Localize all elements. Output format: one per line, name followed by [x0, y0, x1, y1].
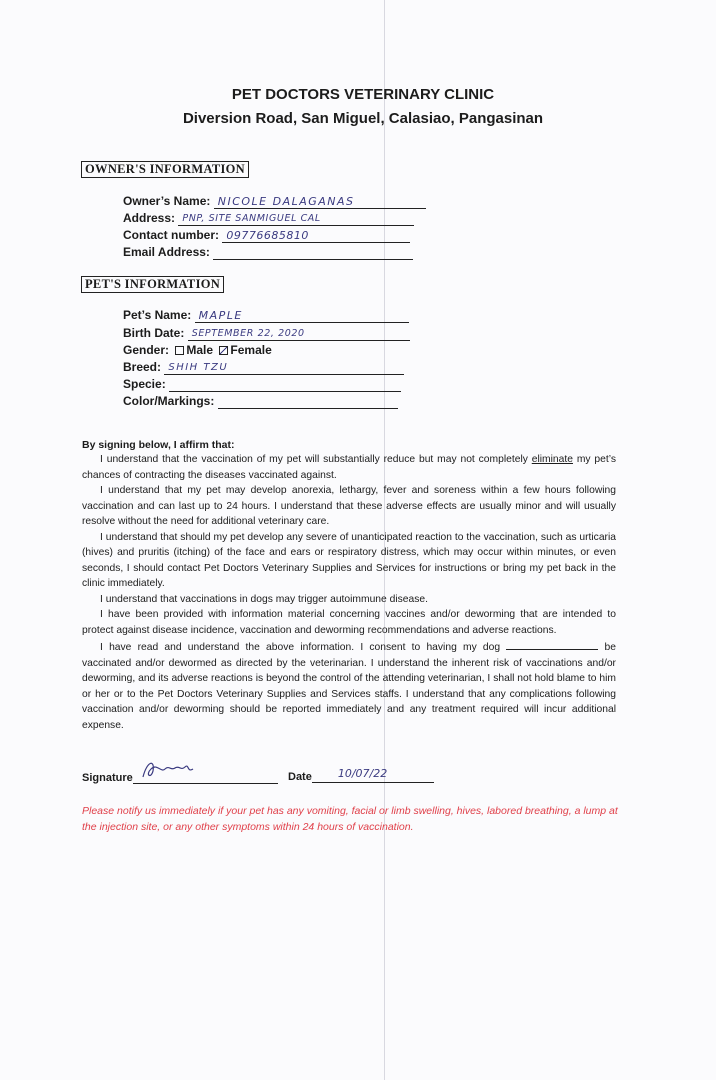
signature-row: [82, 767, 278, 784]
specie-row: [123, 376, 401, 392]
breed-label: Breed:: [123, 360, 162, 374]
signature-label: Signature: [82, 772, 133, 784]
consent-p1-part-a: I understand that the vaccination of my pet will substantially reduce but may not completely: [100, 454, 532, 465]
consent-intro: By signing below, I affirm that:: [82, 439, 235, 451]
post-vaccination-notice: Please notify us immediately if your pet has any vomiting, facial or limb swelling, hives, labored breathing, a lump at the injection site, or any other symptoms within 24 hours of vaccination.: [82, 805, 618, 833]
consent-p1-part-b: my pet’s chances of contracting the diseases vaccinated against.: [82, 454, 616, 481]
date-field[interactable]: 10/07/22: [312, 767, 434, 783]
female-checkbox[interactable]: [219, 346, 228, 355]
breed-row: [123, 359, 404, 375]
consent-p1-underlined: eliminate: [531, 454, 573, 465]
consent-paragraph-5: I have been provided with information material concerning vaccines and/or deworming that are intended to protect against disease incidence, vaccination and deworming recommendations and adverse reactions.: [82, 609, 616, 636]
contact-row: [123, 227, 410, 243]
dog-name-blank[interactable]: [506, 638, 598, 650]
address-row: [123, 210, 414, 226]
email-field[interactable]: [213, 245, 413, 260]
birth-date-label: Birth Date:: [123, 326, 185, 340]
pet-name-label: Pet’s Name:: [123, 308, 192, 322]
owner-name-row: [123, 193, 426, 209]
address-field[interactable]: PNP, SITE SANMIGUEL CAL: [178, 211, 414, 226]
pet-section-heading: PET'S INFORMATION: [81, 276, 224, 293]
consent-paragraph-6: [82, 638, 616, 733]
signature-scribble: [137, 757, 217, 781]
consent-paragraph-4: I understand that vaccinations in dogs may trigger autoimmune disease.: [100, 593, 428, 605]
gender-row: [123, 342, 272, 358]
breed-field[interactable]: SHIH TZU: [164, 360, 404, 375]
email-row: [123, 244, 413, 260]
date-row: [288, 767, 434, 783]
birth-date-row: [123, 325, 410, 341]
male-checkbox[interactable]: [175, 346, 184, 355]
consent-paragraph-3: I understand that should my pet develop any severe of unanticipated reaction to the vaccination, such as urticaria (hives) and pruritis (itching) of the face and ears or respiratory distress, which may occur within minutes, or even seconds, I should contact Pet Doctors Veterinary Supplies and Services for instructions or bring my pet back in the clinic immediately.: [82, 531, 616, 589]
specie-field[interactable]: [169, 377, 401, 392]
clinic-address: Diversion Road, San Miguel, Calasiao, Pangasinan: [182, 110, 544, 127]
clinic-name: PET DOCTORS VETERINARY CLINIC: [231, 86, 495, 103]
pet-name-field[interactable]: MAPLE: [195, 308, 409, 323]
email-label: Email Address:: [123, 245, 210, 259]
female-option-label: Female: [230, 343, 272, 357]
signature-field[interactable]: [133, 767, 278, 784]
pet-name-row: [123, 307, 409, 323]
consent-p6-part-a: I have read and understand the above information. I consent to having my dog: [100, 642, 507, 653]
color-label: Color/Markings:: [123, 394, 215, 408]
specie-label: Specie:: [123, 377, 166, 391]
consent-paragraph-2: I understand that my pet may develop anorexia, lethargy, fever and soreness within a few hours following vaccination and can last up to 24 hours. I understand that these adverse effects are usually minor and will usually resolve without the need for additional veterinary care.: [82, 485, 616, 527]
owner-name-field[interactable]: NICOLE DALAGANAS: [214, 194, 426, 209]
owner-name-label: Owner’s Name:: [123, 194, 211, 208]
birth-date-field[interactable]: SEPTEMBER 22, 2020: [188, 326, 410, 341]
consent-body: [82, 452, 616, 733]
contact-field[interactable]: 09776685810: [222, 228, 410, 243]
color-row: [123, 393, 398, 409]
color-field[interactable]: [218, 394, 398, 409]
contact-label: Contact number:: [123, 228, 219, 242]
address-label: Address:: [123, 211, 176, 225]
owner-section-heading: OWNER'S INFORMATION: [81, 161, 249, 178]
gender-label: Gender:: [123, 343, 170, 357]
male-option-label: Male: [186, 343, 214, 357]
consent-paragraph-1: [82, 452, 616, 483]
consent-p6-part-b: be vaccinated and/or dewormed as directed by the veterinarian. I understand the inherent risk of vaccinations and/or deworming, and its adverse reactions is beyond the control of the attending veterinarian, I shall not hold blame to him or her or to the Pet Doctors Veterinary Supplies and Services staffs. I understand that any complications following vaccination and/or deworming should be reported immediately and any treatment required will incur additional expense.: [82, 642, 616, 731]
date-label: Date: [288, 771, 312, 783]
